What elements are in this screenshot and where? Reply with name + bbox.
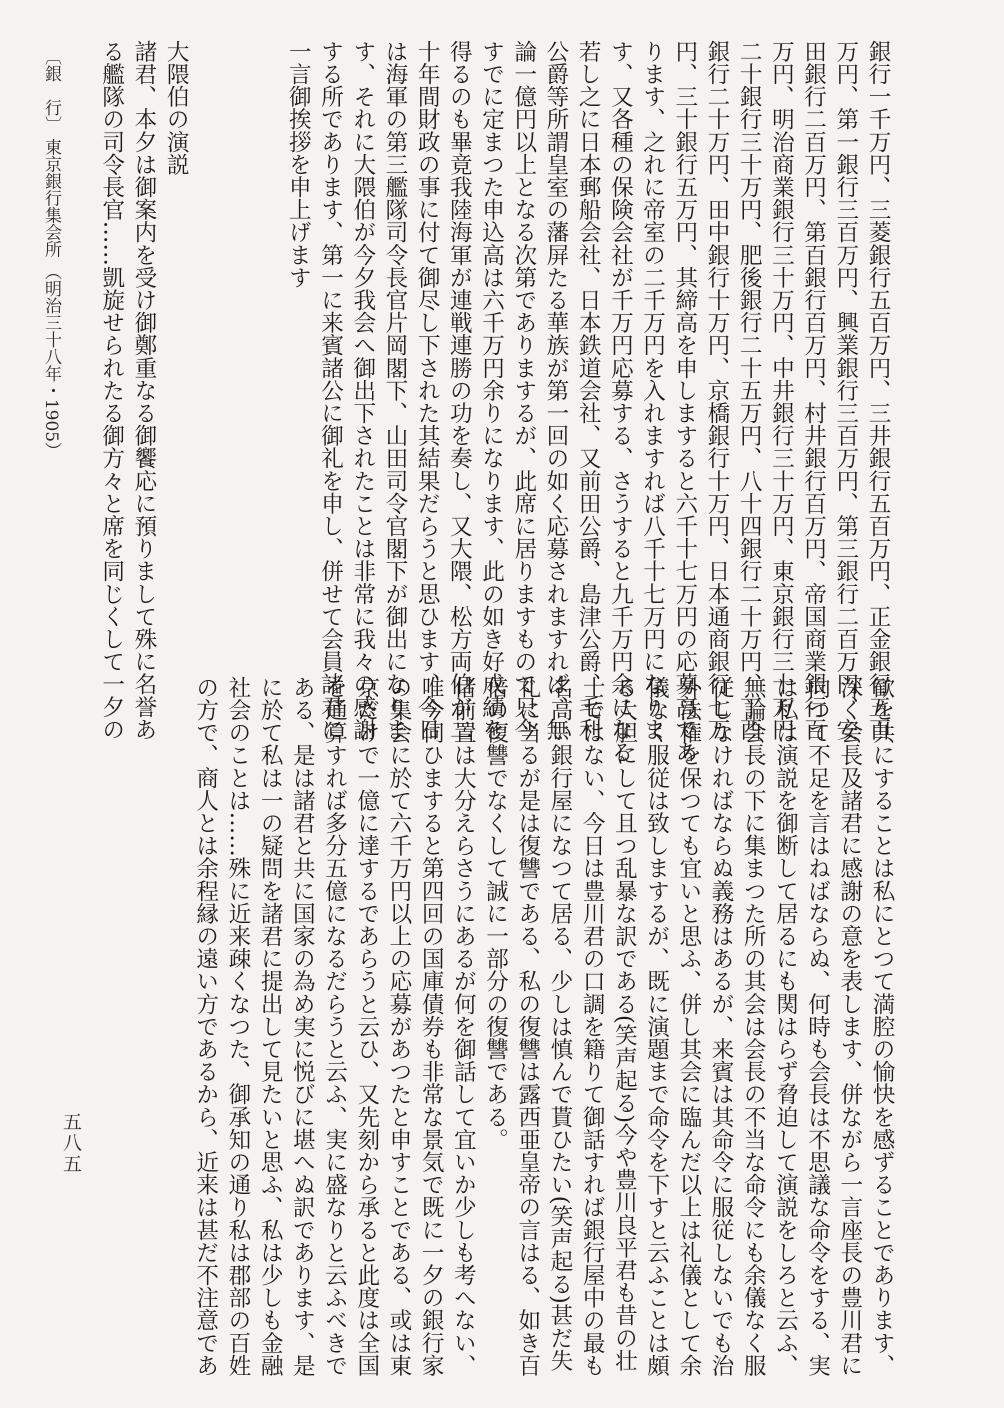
lower-text-block (190, 676, 898, 1377)
text-column: に於て私は一の疑問を諸君に提出して見たいと思ふ、私は少しも金融 (257, 676, 284, 1377)
text-column: 儀なく服従は致しまするが、既に演題まで命令を下すと云ふことは頗 (643, 676, 670, 1377)
text-column: 深く会長及諸君に感謝の意を表します、併ながら一言座長の豊川君に (836, 676, 863, 1377)
text-column: 十年間財政の事に付て御尽し下された其結果だらうと思ひます、今日 (414, 40, 441, 741)
text-column: の方で、商人とは余程縁の遠い方であるから、近来は甚だ不注意であ (192, 676, 219, 1377)
text-column: 万円、明治商業銀行三十万円、中井銀行三十万円、東京銀行三十万円 (768, 40, 795, 741)
text-column: 礼に当るが是は復讐である、私の復讐は露西亜皇帝の言はる、如き百 (514, 676, 541, 1377)
text-column: 従しなければならぬ義務はあるが、来賓は其命令に服従しないでも治 (707, 676, 734, 1377)
text-column: 偖前置は大分えらさうにあるが何を御話して宜いか少しも考へない、 (450, 676, 477, 1377)
text-column: は私は演説を御断して居るにも関はらず脅迫して演説をしろと云ふ、 (772, 676, 799, 1377)
footer-date: （明治三十八年・1905） (41, 262, 61, 460)
text-column: 万円、第一銀行三百万円、興業銀行三百万円、第三銀行二百万円、安 (832, 40, 859, 741)
text-column: 銀行一千万円、三菱銀行五百万円、三井銀行五百万円、正金銀行五百 (865, 40, 891, 741)
text-column: 倍の復讐でなくして誠に一部分の復讐である。 (482, 676, 509, 1151)
speech-heading: 大隈伯の演説 (163, 40, 190, 176)
footer-source: 東京銀行集会所 (41, 138, 61, 258)
text-column: 得るのも畢竟我陸海軍が連戦連勝の功を奏し、又大隈、松方両伯が二 (446, 40, 473, 741)
text-column: 公爵等所謂皇室の藩屏たる華族が第一回の如く応募されますれば、無 (542, 40, 569, 741)
text-column: す、それに大隈伯が今夕我会へ御出下されたことは非常に我々の感謝 (349, 40, 376, 741)
text-column: の集会に於て六千万円以上の応募があつたと申すことである、或は東 (385, 676, 412, 1377)
text-column: 京だけで一億に達するであらうと云ひ、又先刻から承ると此度は全国 (353, 676, 380, 1377)
text-column: 論一億円以上となる次第でありまするが、此席に居りますもので只今 (510, 40, 537, 741)
text-column: 唯今伺ひますると第四回の国庫債券も非常な景気で既に一夕の銀行家 (418, 676, 445, 1377)
text-column: 銀行二十万円、田中銀行十万円、京橋銀行十万円、日本通商銀行七万 (703, 40, 730, 741)
text-column: 社会のことは……殊に近来疎くなつた、御承知の通り私は郡部の百姓 (224, 676, 251, 1377)
text-column: る艦隊の司令長官……凱旋せられたる御方々と席を同じくして一夕の (98, 40, 125, 741)
text-column: 士ではない、今日は豊川君の口調を籍りて御話すれば銀行屋中の最も (579, 676, 606, 1377)
text-column: 歓を共にすることは私にとつて満腔の愉快を感ずることであります、 (869, 676, 895, 1377)
text-column: 向つて不足を言はねばならぬ、何時も会長は不思議な命令をする、実 (804, 676, 831, 1377)
text-column: 田銀行二百万円、第百銀行百万円、村井銀行百万円、帝国商業銀行百 (800, 40, 827, 741)
text-column: 円、三十銀行五万円、其締高を申しますると六千十七万円の応募高であ (671, 40, 698, 764)
text-column: は海軍の第三艦隊司令長官片岡閣下、山田司令官閣下が御出になりま (381, 40, 408, 741)
text-column: 外法権を保つても宜いと思ふ、併し其会に臨んだ以上は礼儀として余 (675, 676, 702, 1377)
page-number: 五八五 (60, 1112, 82, 1175)
text-column: 無論会長の下に集まつた所の其会は会長の不当な命令にも余儀なく服 (740, 676, 767, 1377)
text-column: すでに定まつた申込高は六千万円余りになります、此の如き好成績を (478, 40, 505, 741)
text-column: 若し之に日本郵船会社、日本鉄道会社、又前田公爵、島津公爵、毛利 (575, 40, 602, 741)
text-column: る大胆にして且つ乱暴な訳である(笑声起る)今や豊川良平君も昔の壮 (611, 676, 638, 1372)
text-column: ります、之れに帝室の二千万円を入れますれば八千十七万円になりま (639, 40, 666, 741)
running-footer (40, 48, 62, 459)
text-column: する所であります、第一に来賓諸公に御礼を申し、併せて会員諸君に (317, 40, 344, 741)
text-column: 名高い銀行屋になつて居る、少しは慎んで貰ひたい(笑声起る)甚だ失 (546, 676, 573, 1372)
upper-text-block (96, 40, 894, 764)
text-column: 一言御挨拶を申上げます (285, 40, 312, 289)
text-column: ある、是は諸君と共に国家の為め実に悦びに堪へぬ訳であります、是 (289, 676, 316, 1377)
text-column: す、又各種の保険会社が千万円応募する、さうすると九千万円余になる (607, 40, 634, 764)
text-column: 二十銀行三十万円、肥後銀行二十五万円、八十四銀行二十万円、丁酉 (736, 40, 763, 741)
text-column: 諸君、本夕は御案内を受け御鄭重なる御饗応に預りまして殊に名誉あ (130, 40, 157, 741)
footer-category: 〔銀 行〕 (41, 48, 61, 133)
text-column: を通算すれば多分五億になるだらうと云ふ、実に盛なりと云ふべきで (321, 676, 348, 1377)
